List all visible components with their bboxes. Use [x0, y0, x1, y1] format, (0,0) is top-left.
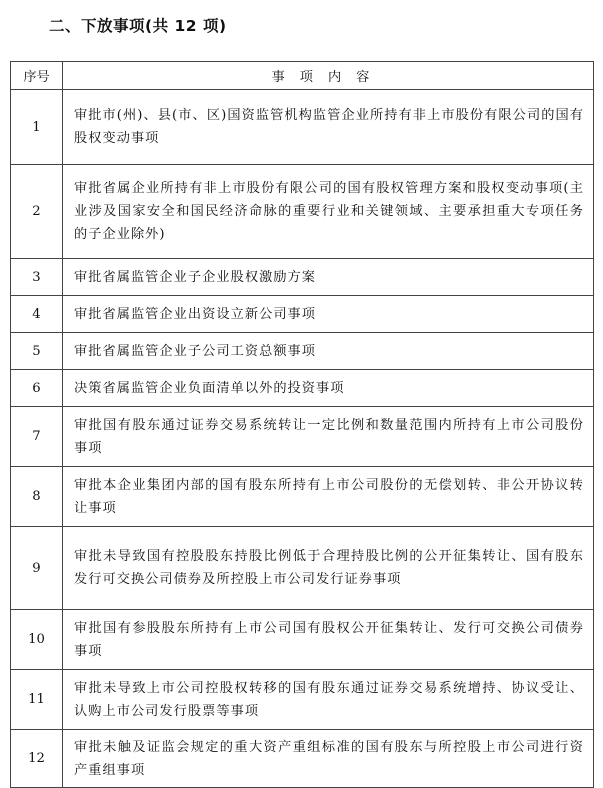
row-number: 2: [11, 165, 63, 259]
row-number: 11: [11, 670, 63, 730]
table-row: [11, 165, 594, 259]
table-row: [11, 730, 594, 788]
row-number: 3: [11, 259, 63, 296]
row-content: 审批未导致上市公司控股权转移的国有股东通过证券交易系统增持、协议受让、认购上市公司发行股票等事项: [63, 670, 594, 730]
row-number: 12: [11, 730, 63, 788]
table-row: [11, 610, 594, 670]
row-number: 7: [11, 407, 63, 467]
header-number: 序号: [11, 62, 63, 90]
row-content: 审批市(州)、县(市、区)国资监管机构监管企业所持有非上市股份有限公司的国有股权变动事项: [63, 90, 594, 165]
table-row: [11, 527, 594, 610]
table-row: [11, 259, 594, 296]
row-content: 审批本企业集团内部的国有股东所持有上市公司股份的无偿划转、非公开协议转让事项: [63, 467, 594, 527]
row-content: 决策省属监管企业负面清单以外的投资事项: [63, 370, 594, 407]
row-content: 审批省属监管企业子公司工资总额事项: [63, 333, 594, 370]
table-row: [11, 407, 594, 467]
table-header-row: [11, 62, 594, 90]
table-row: [11, 467, 594, 527]
table-row: [11, 296, 594, 333]
row-number: 5: [11, 333, 63, 370]
row-number: 8: [11, 467, 63, 527]
header-content: 事项内容: [63, 62, 594, 90]
section-title: 二、下放事项(共 12 项): [49, 17, 227, 35]
row-number: 9: [11, 527, 63, 610]
row-content: 审批省属监管企业子企业股权激励方案: [63, 259, 594, 296]
row-content: 审批未导致国有控股股东持股比例低于合理持股比例的公开征集转让、国有股东发行可交换公司债券及所控股上市公司发行证券事项: [63, 527, 594, 610]
table-row: [11, 370, 594, 407]
row-number: 1: [11, 90, 63, 165]
row-content: 审批国有参股股东所持有上市公司国有股权公开征集转让、发行可交换公司债券事项: [63, 610, 594, 670]
row-number: 10: [11, 610, 63, 670]
row-content: 审批省属监管企业出资设立新公司事项: [63, 296, 594, 333]
row-content: 审批国有股东通过证券交易系统转让一定比例和数量范围内所持有上市公司股份事项: [63, 407, 594, 467]
table-row: [11, 90, 594, 165]
table-row: [11, 333, 594, 370]
table-row: [11, 670, 594, 730]
delegated-items-table: [10, 61, 594, 788]
row-content: 审批未触及证监会规定的重大资产重组标准的国有股东与所控股上市公司进行资产重组事项: [63, 730, 594, 788]
row-content: 审批省属企业所持有非上市股份有限公司的国有股权管理方案和股权变动事项(主业涉及国家安全和国民经济命脉的重要行业和关键领域、主要承担重大专项任务的子企业除外): [63, 165, 594, 259]
row-number: 4: [11, 296, 63, 333]
row-number: 6: [11, 370, 63, 407]
